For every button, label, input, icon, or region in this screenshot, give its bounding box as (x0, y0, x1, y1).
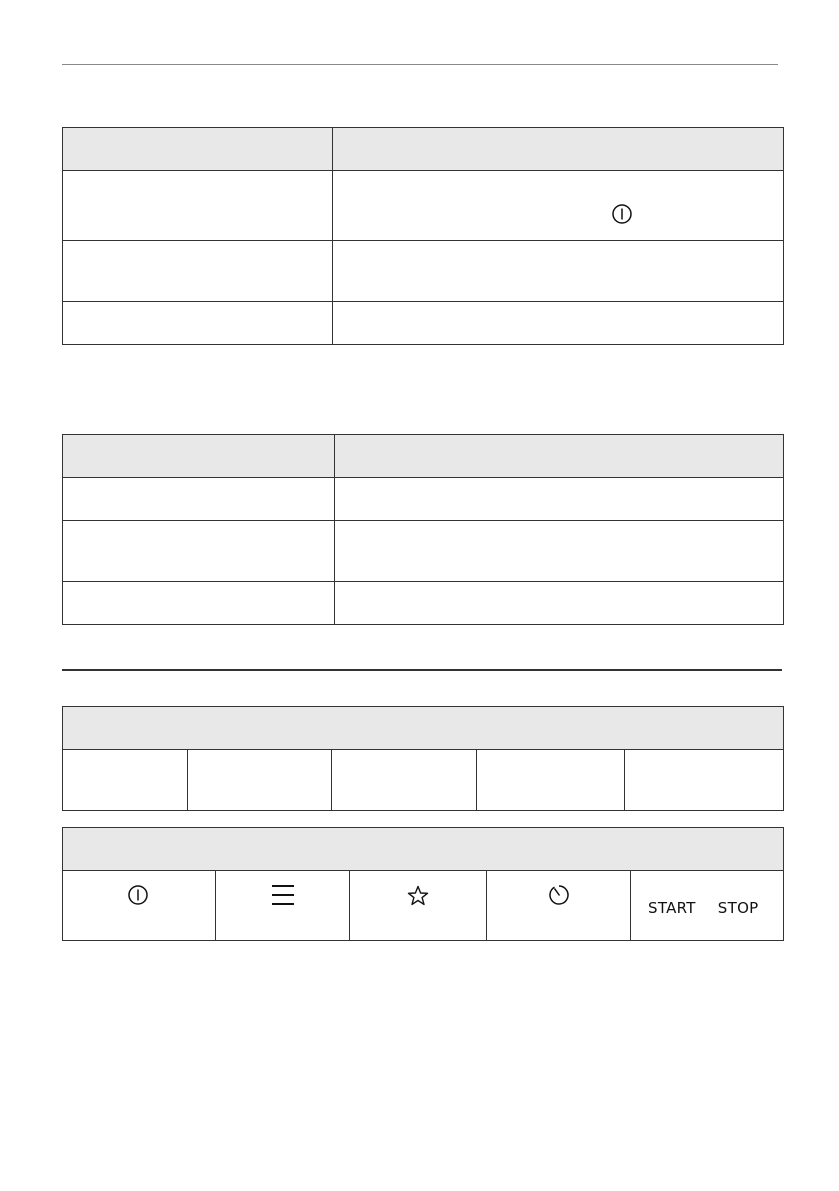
table-2-header-cell-2 (335, 435, 784, 478)
table-cell (63, 750, 188, 811)
favourite-button-cell (350, 871, 487, 941)
menu-icon (271, 884, 295, 906)
table-cell (332, 750, 477, 811)
header-rule (62, 64, 778, 65)
table-row (63, 241, 784, 302)
table-cell (63, 478, 335, 521)
table-3-header-cell (63, 707, 784, 750)
stop-label: STOP (717, 899, 759, 917)
table-cell (63, 171, 333, 241)
timer-icon (548, 884, 570, 906)
table-cell (63, 582, 335, 625)
menu-button-cell (216, 871, 350, 941)
table-2 (62, 434, 784, 625)
power-button-cell (63, 871, 216, 941)
table-row (63, 582, 784, 625)
table-1-header-cell-2 (333, 128, 784, 171)
table-cell (477, 750, 625, 811)
table-3 (62, 706, 784, 811)
table-row (63, 171, 784, 241)
table-cell (333, 302, 784, 345)
table-2-header-row (63, 435, 784, 478)
table-row (63, 521, 784, 582)
start-label: START (648, 899, 696, 917)
table-cell (335, 582, 784, 625)
table-3-header-row (63, 707, 784, 750)
table-cell (335, 521, 784, 582)
table-cell (63, 302, 333, 345)
table-1 (62, 127, 784, 345)
table-cell (625, 750, 784, 811)
table-cell (335, 478, 784, 521)
timer-button-cell (487, 871, 631, 941)
control-panel-buttons-row (63, 871, 784, 941)
table-cell (63, 521, 335, 582)
table-2-header-cell-1 (63, 435, 335, 478)
table-cell (63, 241, 333, 302)
control-panel-header-row (63, 828, 784, 871)
table-1-header-row (63, 128, 784, 171)
start-stop-labels (648, 899, 759, 917)
table-cell (333, 171, 784, 241)
table-row (63, 750, 784, 811)
table-1-header-cell-1 (63, 128, 333, 171)
control-panel-table (62, 827, 784, 941)
section-rule (62, 669, 782, 671)
table-row (63, 478, 784, 521)
table-cell (333, 241, 784, 302)
table-row (63, 302, 784, 345)
control-panel-header-cell (63, 828, 784, 871)
power-icon (127, 884, 149, 906)
star-icon (407, 885, 429, 907)
power-icon (611, 203, 633, 225)
start-stop-button-cell (631, 871, 784, 941)
table-cell (188, 750, 332, 811)
